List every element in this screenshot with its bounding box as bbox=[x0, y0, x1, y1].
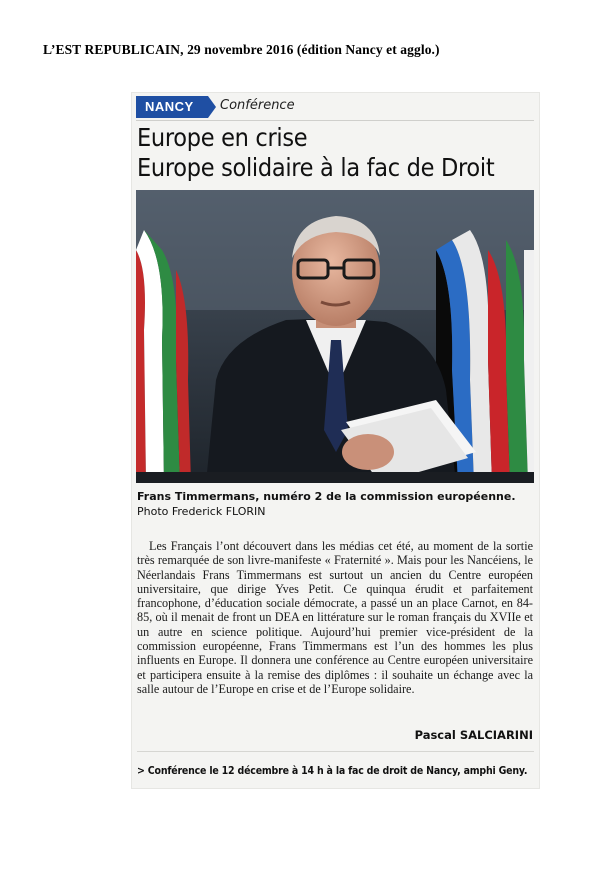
headline-line-1: Europe en crise bbox=[137, 123, 308, 152]
rubric-label: Conférence bbox=[220, 98, 295, 113]
newspaper-clipping bbox=[131, 92, 540, 789]
headline bbox=[137, 123, 537, 183]
author-signature: Pascal SALCIARINI bbox=[414, 728, 533, 742]
caption-credit: Photo Frederick FLORIN bbox=[137, 505, 266, 518]
event-info-line: > Conférence le 12 décembre à 14 h à la fac de droit de Nancy, amphi Geny. bbox=[137, 765, 528, 777]
speaker-photo bbox=[136, 190, 534, 483]
kicker-bar bbox=[136, 96, 534, 118]
article-body: Les Français l’ont découvert dans les médias cet été, au moment de la sortie très remarquée de son livre-manifeste « Fraternité ». Mais pour les Nancéiens, le Néerlandais Frans Timmermans est surtout un ancien du Centre européen universitaire, que dirige Yves Petit. Ce quinqua érudit et parfaitement francophone, d’éducation sociale démocrate, a passé un an place Carnot, en 84-85, où il menait de front un DEA en littérature sur le roman français du XVIIe et un autre en science politique. Aujourd’hui premier vice-président de la commission européenne, Frans Timmermans est l’un des hommes les plus influents en Europe. Il donnera une conférence au Centre européen universitaire et participera ensuite à la remise des diplômes : il souhaite un échange avec la salle autour de l’Europe en crise et de l’Europe solidaire. bbox=[137, 539, 533, 696]
photo-caption bbox=[137, 489, 533, 519]
caption-text: Frans Timmermans, numéro 2 de la commission européenne. bbox=[137, 490, 516, 503]
section-tag: NANCY bbox=[136, 96, 208, 118]
newspaper-source-line: L’EST REPUBLICAIN, 29 novembre 2016 (édition Nancy et agglo.) bbox=[43, 42, 440, 57]
kicker-rule bbox=[136, 120, 534, 121]
article-photo bbox=[136, 190, 534, 483]
info-rule bbox=[137, 751, 534, 752]
headline-line-2: Europe solidaire à la fac de Droit bbox=[137, 153, 495, 182]
section-tag-arrow bbox=[208, 96, 216, 118]
